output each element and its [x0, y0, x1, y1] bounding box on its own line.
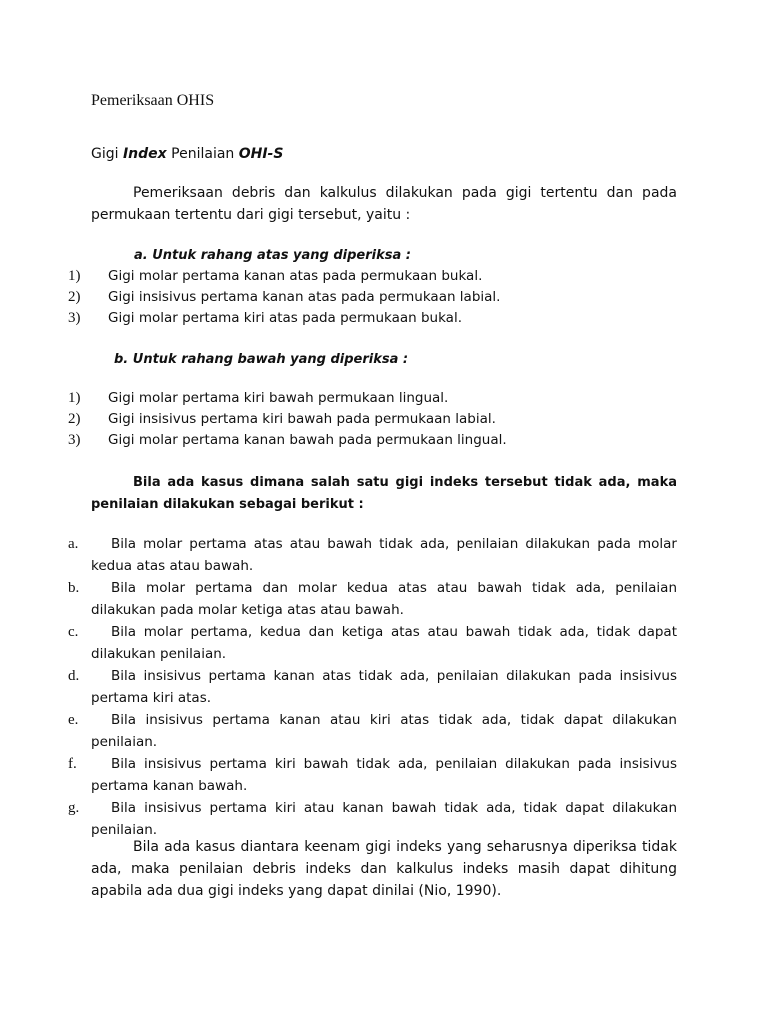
list-item [0, 577, 768, 621]
list-text: Bila molar pertama atas atau bawah tidak ada, penilaian dilakukan pada molar kedua atas atau bawah. [91, 536, 677, 574]
list-item [0, 432, 768, 453]
list-letter: c. [68, 624, 79, 640]
list-text: Bila molar pertama dan molar kedua atas atau bawah tidak ada, penilaian dilakukan pada molar ketiga atas atau bawah. [91, 580, 677, 618]
section-a-heading: a. Untuk rahang atas yang diperiksa : [134, 248, 411, 263]
list-text: Bila molar pertama, kedua dan ketiga atas atau bawah tidak ada, tidak dapat dilakukan penilaian. [91, 624, 677, 662]
list-item [0, 310, 768, 331]
section-b-list [0, 390, 768, 453]
list-text: Gigi molar pertama kiri bawah permukaan lingual. [108, 390, 449, 406]
list-item [0, 621, 768, 665]
list-number: 1) [68, 268, 81, 284]
list-item [0, 411, 768, 432]
subtitle-part-1: Gigi [91, 146, 123, 162]
case-intro-paragraph: Bila ada kasus dimana salah satu gigi indeks tersebut tidak ada, maka penilaian dilakukan sebagai berikut : [91, 475, 677, 512]
list-text: Gigi molar pertama kanan bawah pada permukaan lingual. [108, 432, 507, 448]
list-letter: d. [68, 668, 80, 684]
list-item [0, 533, 768, 577]
list-text: Gigi insisivus pertama kanan atas pada permukaan labial. [108, 289, 501, 305]
list-item [0, 390, 768, 411]
section-b-heading: b. Untuk rahang bawah yang diperiksa : [114, 352, 409, 367]
subtitle-part-4: OHI-S [238, 146, 284, 162]
list-letter: g. [68, 800, 80, 816]
list-letter: a. [68, 536, 79, 552]
list-text: Bila insisivus pertama kanan atas tidak ada, penilaian dilakukan pada insisivus pertama kiri atas. [91, 668, 677, 706]
list-item [0, 665, 768, 709]
list-item [0, 709, 768, 753]
section-a-list [0, 268, 768, 331]
list-item [0, 268, 768, 289]
list-text: Gigi insisivus pertama kiri bawah pada permukaan labial. [108, 411, 496, 427]
list-number: 2) [68, 289, 81, 305]
subtitle-part-2: Index [122, 146, 167, 162]
list-item [0, 797, 768, 841]
list-letter: f. [68, 756, 77, 772]
closing-paragraph: Bila ada kasus diantara keenam gigi indeks yang seharusnya diperiksa tidak ada, maka penilaian debris indeks dan kalkulus indeks masih dapat dihitung apabila ada dua gigi indeks yang dapat dinilai (Nio, 1990). [91, 839, 677, 899]
list-text: Bila insisivus pertama kiri atau kanan bawah tidak ada, tidak dapat dilakukan penilaian. [91, 800, 677, 838]
list-number: 3) [68, 432, 81, 448]
list-text: Gigi molar pertama kiri atas pada permukaan bukal. [108, 310, 462, 326]
section-subtitle [91, 146, 283, 162]
cases-list [0, 533, 768, 841]
list-number: 1) [68, 390, 81, 406]
subtitle-part-3: Penilaian [166, 146, 239, 162]
list-number: 2) [68, 411, 81, 427]
list-item [0, 289, 768, 310]
list-text: Bila insisivus pertama kiri bawah tidak ada, penilaian dilakukan pada insisivus pertama kanan bawah. [91, 756, 677, 794]
list-letter: b. [68, 580, 80, 596]
intro-paragraph: Pemeriksaan debris dan kalkulus dilakukan pada gigi tertentu dan pada permukaan tertentu dari gigi tersebut, yaitu : [91, 185, 677, 223]
list-text: Gigi molar pertama kanan atas pada permukaan bukal. [108, 268, 483, 284]
list-number: 3) [68, 310, 81, 326]
list-letter: e. [68, 712, 79, 728]
list-text: Bila insisivus pertama kanan atau kiri atas tidak ada, tidak dapat dilakukan penilaian. [91, 712, 677, 750]
page-title: Pemeriksaan OHIS [91, 92, 215, 109]
list-item [0, 753, 768, 797]
